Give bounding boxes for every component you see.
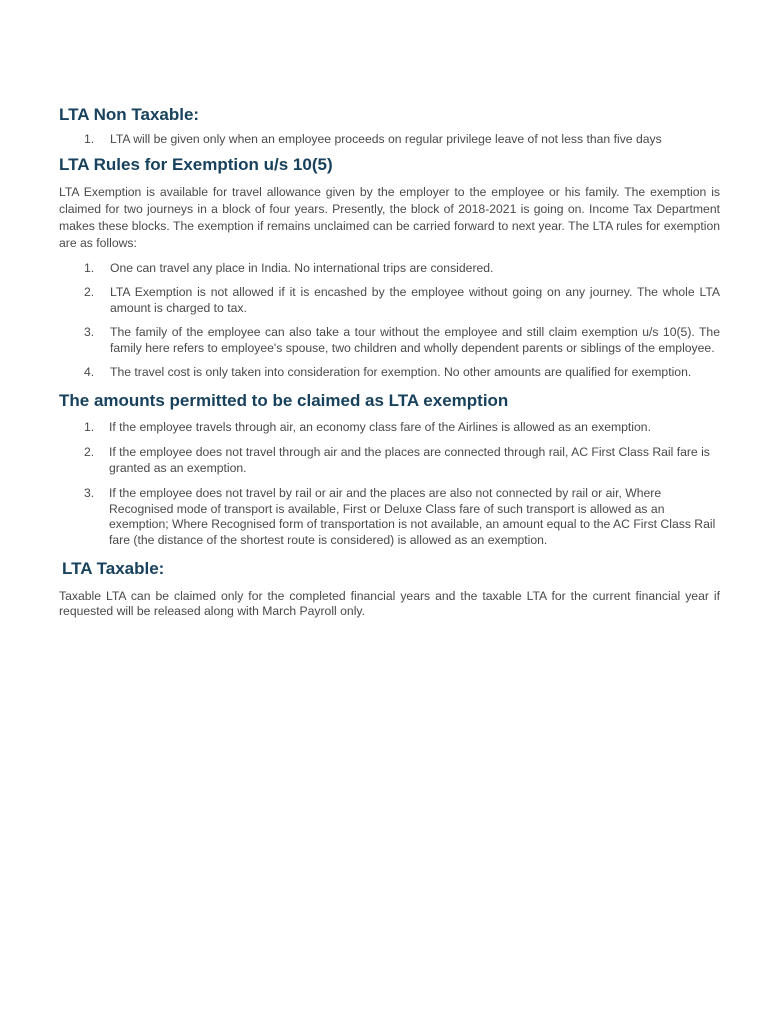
heading-lta-rules: LTA Rules for Exemption u/s 10(5): [59, 154, 333, 174]
list-item-text: LTA Exemption is not allowed if it is encashed by the employee without going on any journey. The whole LTA amount is charged to tax.: [110, 285, 720, 315]
list-item-text: LTA will be given only when an employee proceeds on regular privilege leave of not less than five days: [110, 132, 662, 146]
list-non-taxable: [59, 132, 720, 148]
list-item: [84, 132, 720, 148]
list-number: 1.: [84, 260, 95, 275]
list-item: [84, 261, 720, 277]
heading-lta-non-taxable: LTA Non Taxable:: [59, 105, 200, 124]
taxable-paragraph: Taxable LTA can be claimed only for the completed financial years and the taxable LTA for the current financial year if requested will be released along with March Payroll only.: [59, 589, 720, 618]
list-number: 2.: [84, 445, 95, 459]
list-number: 2.: [84, 285, 95, 299]
list-number: 4.: [84, 365, 95, 379]
rules-intro-paragraph: LTA Exemption is available for travel allowance given by the employer to the employee or his family. The exemption is claimed for two journeys in a block of four years. Presently, the block of 2018-2021 is going on. Income Tax Department makes these blocks. The exemption if remains unclaimed can be carried forward to next year. The LTA rules for exemption are as follows:: [59, 184, 720, 250]
list-item-text: If the employee travels through air, an economy class fare of the Airlines is allowed as an exemption.: [109, 419, 651, 434]
list-item: [84, 285, 720, 316]
list-item: [84, 420, 720, 436]
list-number: 1.: [84, 132, 95, 146]
list-number: 1.: [84, 419, 95, 434]
list-item: [84, 325, 720, 356]
list-number: 3.: [84, 325, 95, 339]
list-item-text: The family of the employee can also take a tour without the employee and still claim exemption u/s 10(5). The family here refers to employee's spouse, two children and wholly dependent parents or siblings of the employee.: [110, 325, 720, 355]
heading-amounts-permitted: The amounts permitted to be claimed as LTA exemption: [59, 390, 509, 410]
list-number: 3.: [84, 486, 95, 500]
list-item-text: The travel cost is only taken into consideration for exemption. No other amounts are qualified for exemption.: [110, 365, 692, 379]
list-item: [84, 486, 720, 548]
list-item: [84, 445, 720, 476]
list-amounts: [59, 420, 720, 549]
list-item: [84, 365, 720, 381]
list-item-text: If the employee does not travel by rail or air and the places are also not connected by rail or air, Where Recognised mode of transport is available, First or Deluxe Class fare of such transport is allowed as an exemption; Where Recognised form of transportation is not available, an amount equal to the AC First Class Rail fare (the distance of the shortest route is considered) is allowed as an exemption.: [109, 486, 716, 547]
list-rules: [59, 261, 720, 381]
heading-lta-taxable: LTA Taxable:: [62, 559, 165, 578]
list-item-text: If the employee does not travel through air and the places are connected through rail, AC First Class Rail fare is granted as an exemption.: [109, 445, 710, 475]
document-page: [59, 104, 720, 619]
list-item-text: One can travel any place in India. No international trips are considered.: [110, 260, 494, 275]
